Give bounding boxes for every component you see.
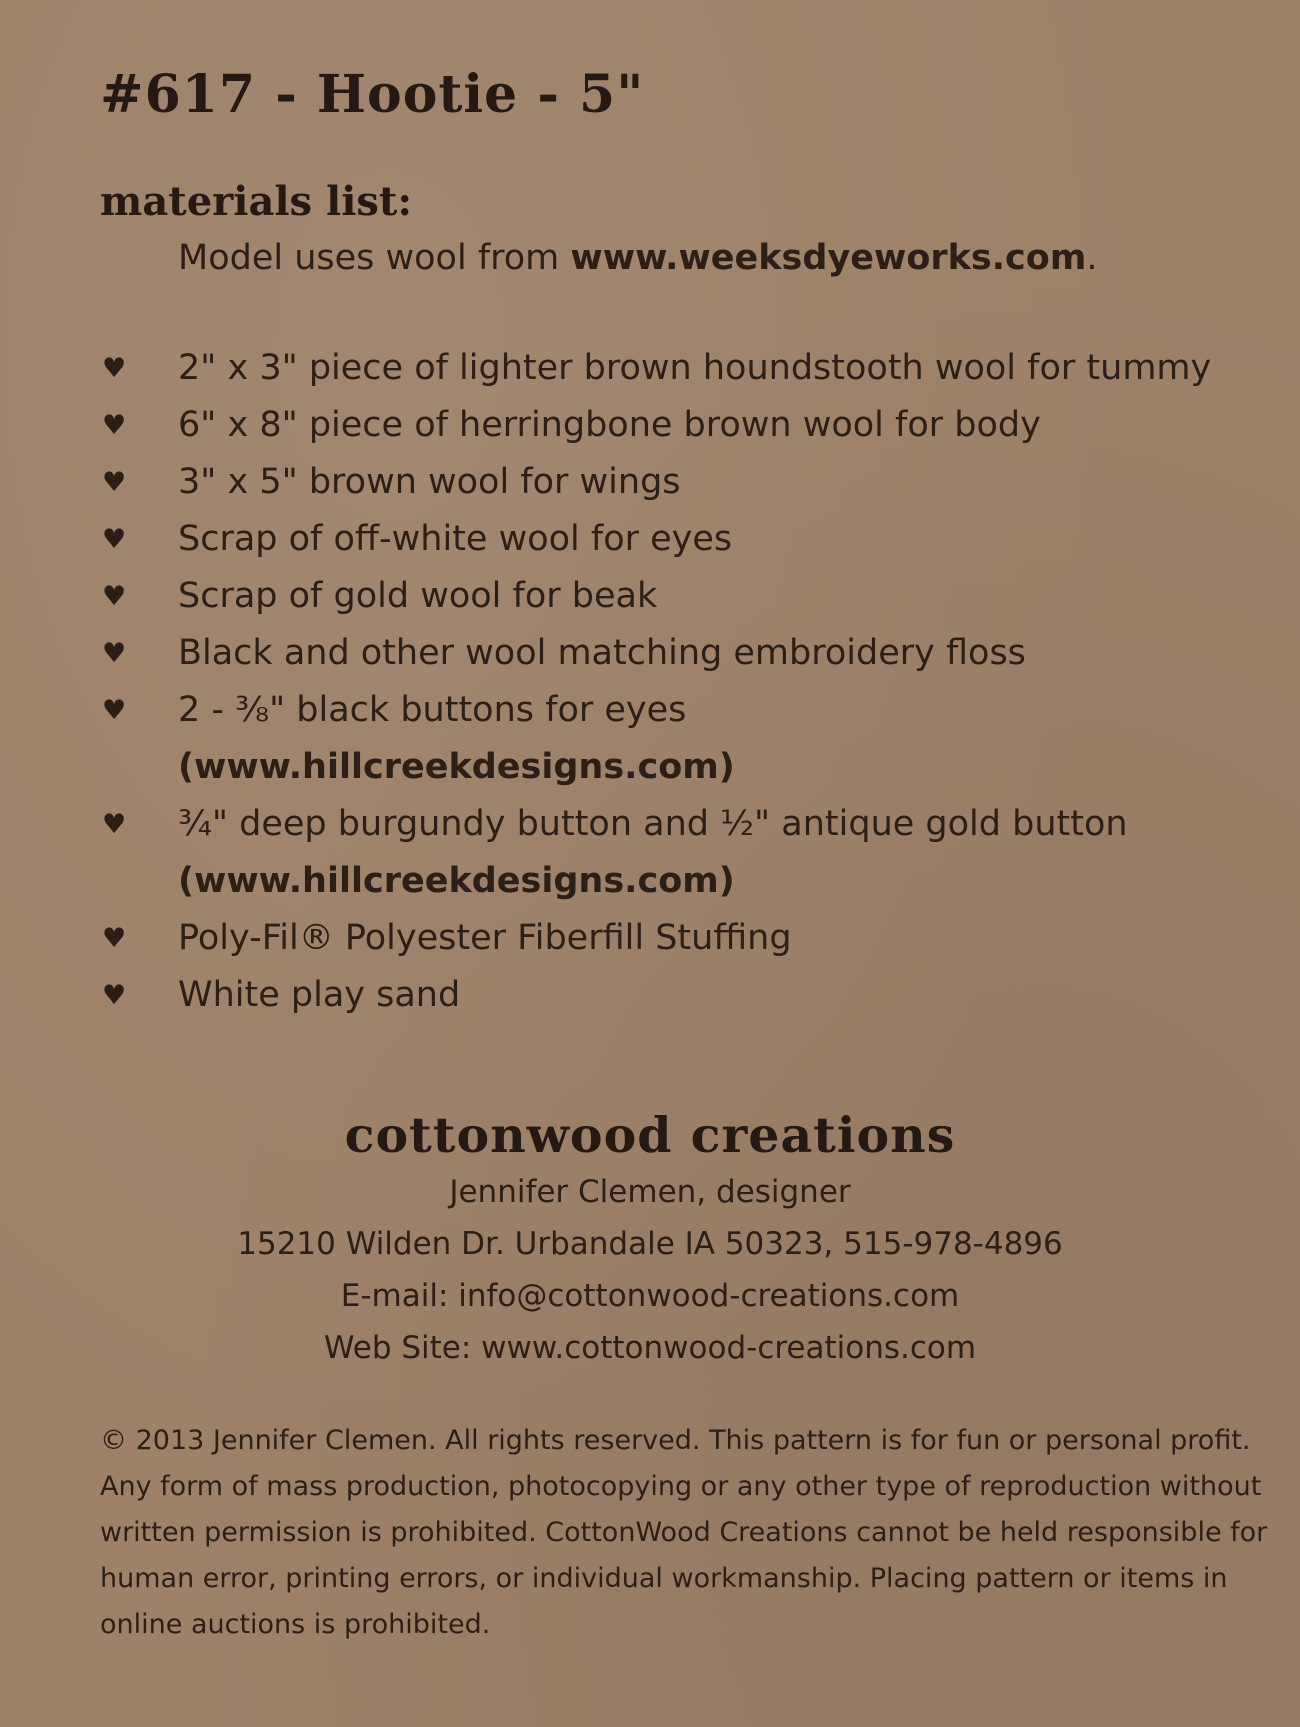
list-item-text: Poly-Fil® Polyester Fiberfill Stuffing: [178, 918, 792, 958]
list-item: [100, 454, 1250, 511]
heart-icon: ♥: [102, 638, 127, 669]
heart-icon: ♥: [102, 410, 127, 441]
list-item-text: 6" x 8" piece of herringbone brown wool for body: [178, 405, 1041, 445]
email-line: E-mail: info@cottonwood-creations.com: [340, 1278, 960, 1314]
designer-line: Jennifer Clemen, designer: [449, 1174, 851, 1210]
list-item-text: Scrap of gold wool for beak: [178, 576, 658, 616]
heart-icon: ♥: [102, 923, 127, 954]
model-note: [178, 238, 1097, 278]
pattern-title: #617 - Hootie - 5": [100, 64, 645, 125]
list-item-text: Scrap of off-white wool for eyes: [178, 519, 733, 559]
list-item-link: (www.hillcreekdesigns.com): [178, 747, 735, 787]
list-item: [100, 340, 1250, 397]
materials-list: [100, 340, 1250, 1024]
list-item-link: (www.hillcreekdesigns.com): [178, 861, 735, 901]
list-item: [100, 568, 1250, 625]
address-line: 15210 Wilden Dr. Urbandale IA 50323, 515-978-4896: [237, 1226, 1063, 1262]
list-item: [100, 682, 1250, 796]
heart-icon: ♥: [102, 980, 127, 1011]
heart-icon: ♥: [102, 581, 127, 612]
model-note-suffix: .: [1086, 238, 1098, 278]
list-item-text: ¾" deep burgundy button and ½" antique gold button: [178, 804, 1128, 844]
heart-icon: ♥: [102, 695, 127, 726]
list-item: [100, 397, 1250, 454]
list-item-text: 2" x 3" piece of lighter brown houndstooth wool for tummy: [178, 348, 1212, 388]
list-item: [100, 511, 1250, 568]
heart-icon: ♥: [102, 467, 127, 498]
materials-heading: materials list:: [100, 178, 413, 225]
heart-icon: ♥: [102, 524, 127, 555]
heart-icon: ♥: [102, 809, 127, 840]
list-item: [100, 967, 1250, 1024]
list-item-text: 3" x 5" brown wool for wings: [178, 462, 681, 502]
copyright-notice: © 2013 Jennifer Clemen. All rights reserved. This pattern is for fun or personal profit. Any form of mass production, photocopying or any other type of reproduction without written permission is prohibited. CottonWood Creations cannot be held responsible for human error, printing errors, or individual workmanship. Placing pattern or items in online auctions is prohibited.: [100, 1425, 1268, 1640]
weeksdyeworks-link: www.weeksdyeworks.com: [570, 238, 1087, 278]
heart-icon: ♥: [102, 353, 127, 384]
website-line: Web Site: www.cottonwood-creations.com: [323, 1330, 977, 1366]
model-note-prefix: Model uses wool from: [178, 238, 571, 278]
brand-name: cottonwood creations: [344, 1106, 956, 1164]
list-item: [100, 910, 1250, 967]
list-item-text: Black and other wool matching embroidery floss: [178, 633, 1026, 673]
list-item: [100, 625, 1250, 682]
list-item-text: 2 - ⅜" black buttons for eyes: [178, 690, 687, 730]
list-item: [100, 796, 1250, 910]
list-item-text: White play sand: [178, 975, 461, 1015]
